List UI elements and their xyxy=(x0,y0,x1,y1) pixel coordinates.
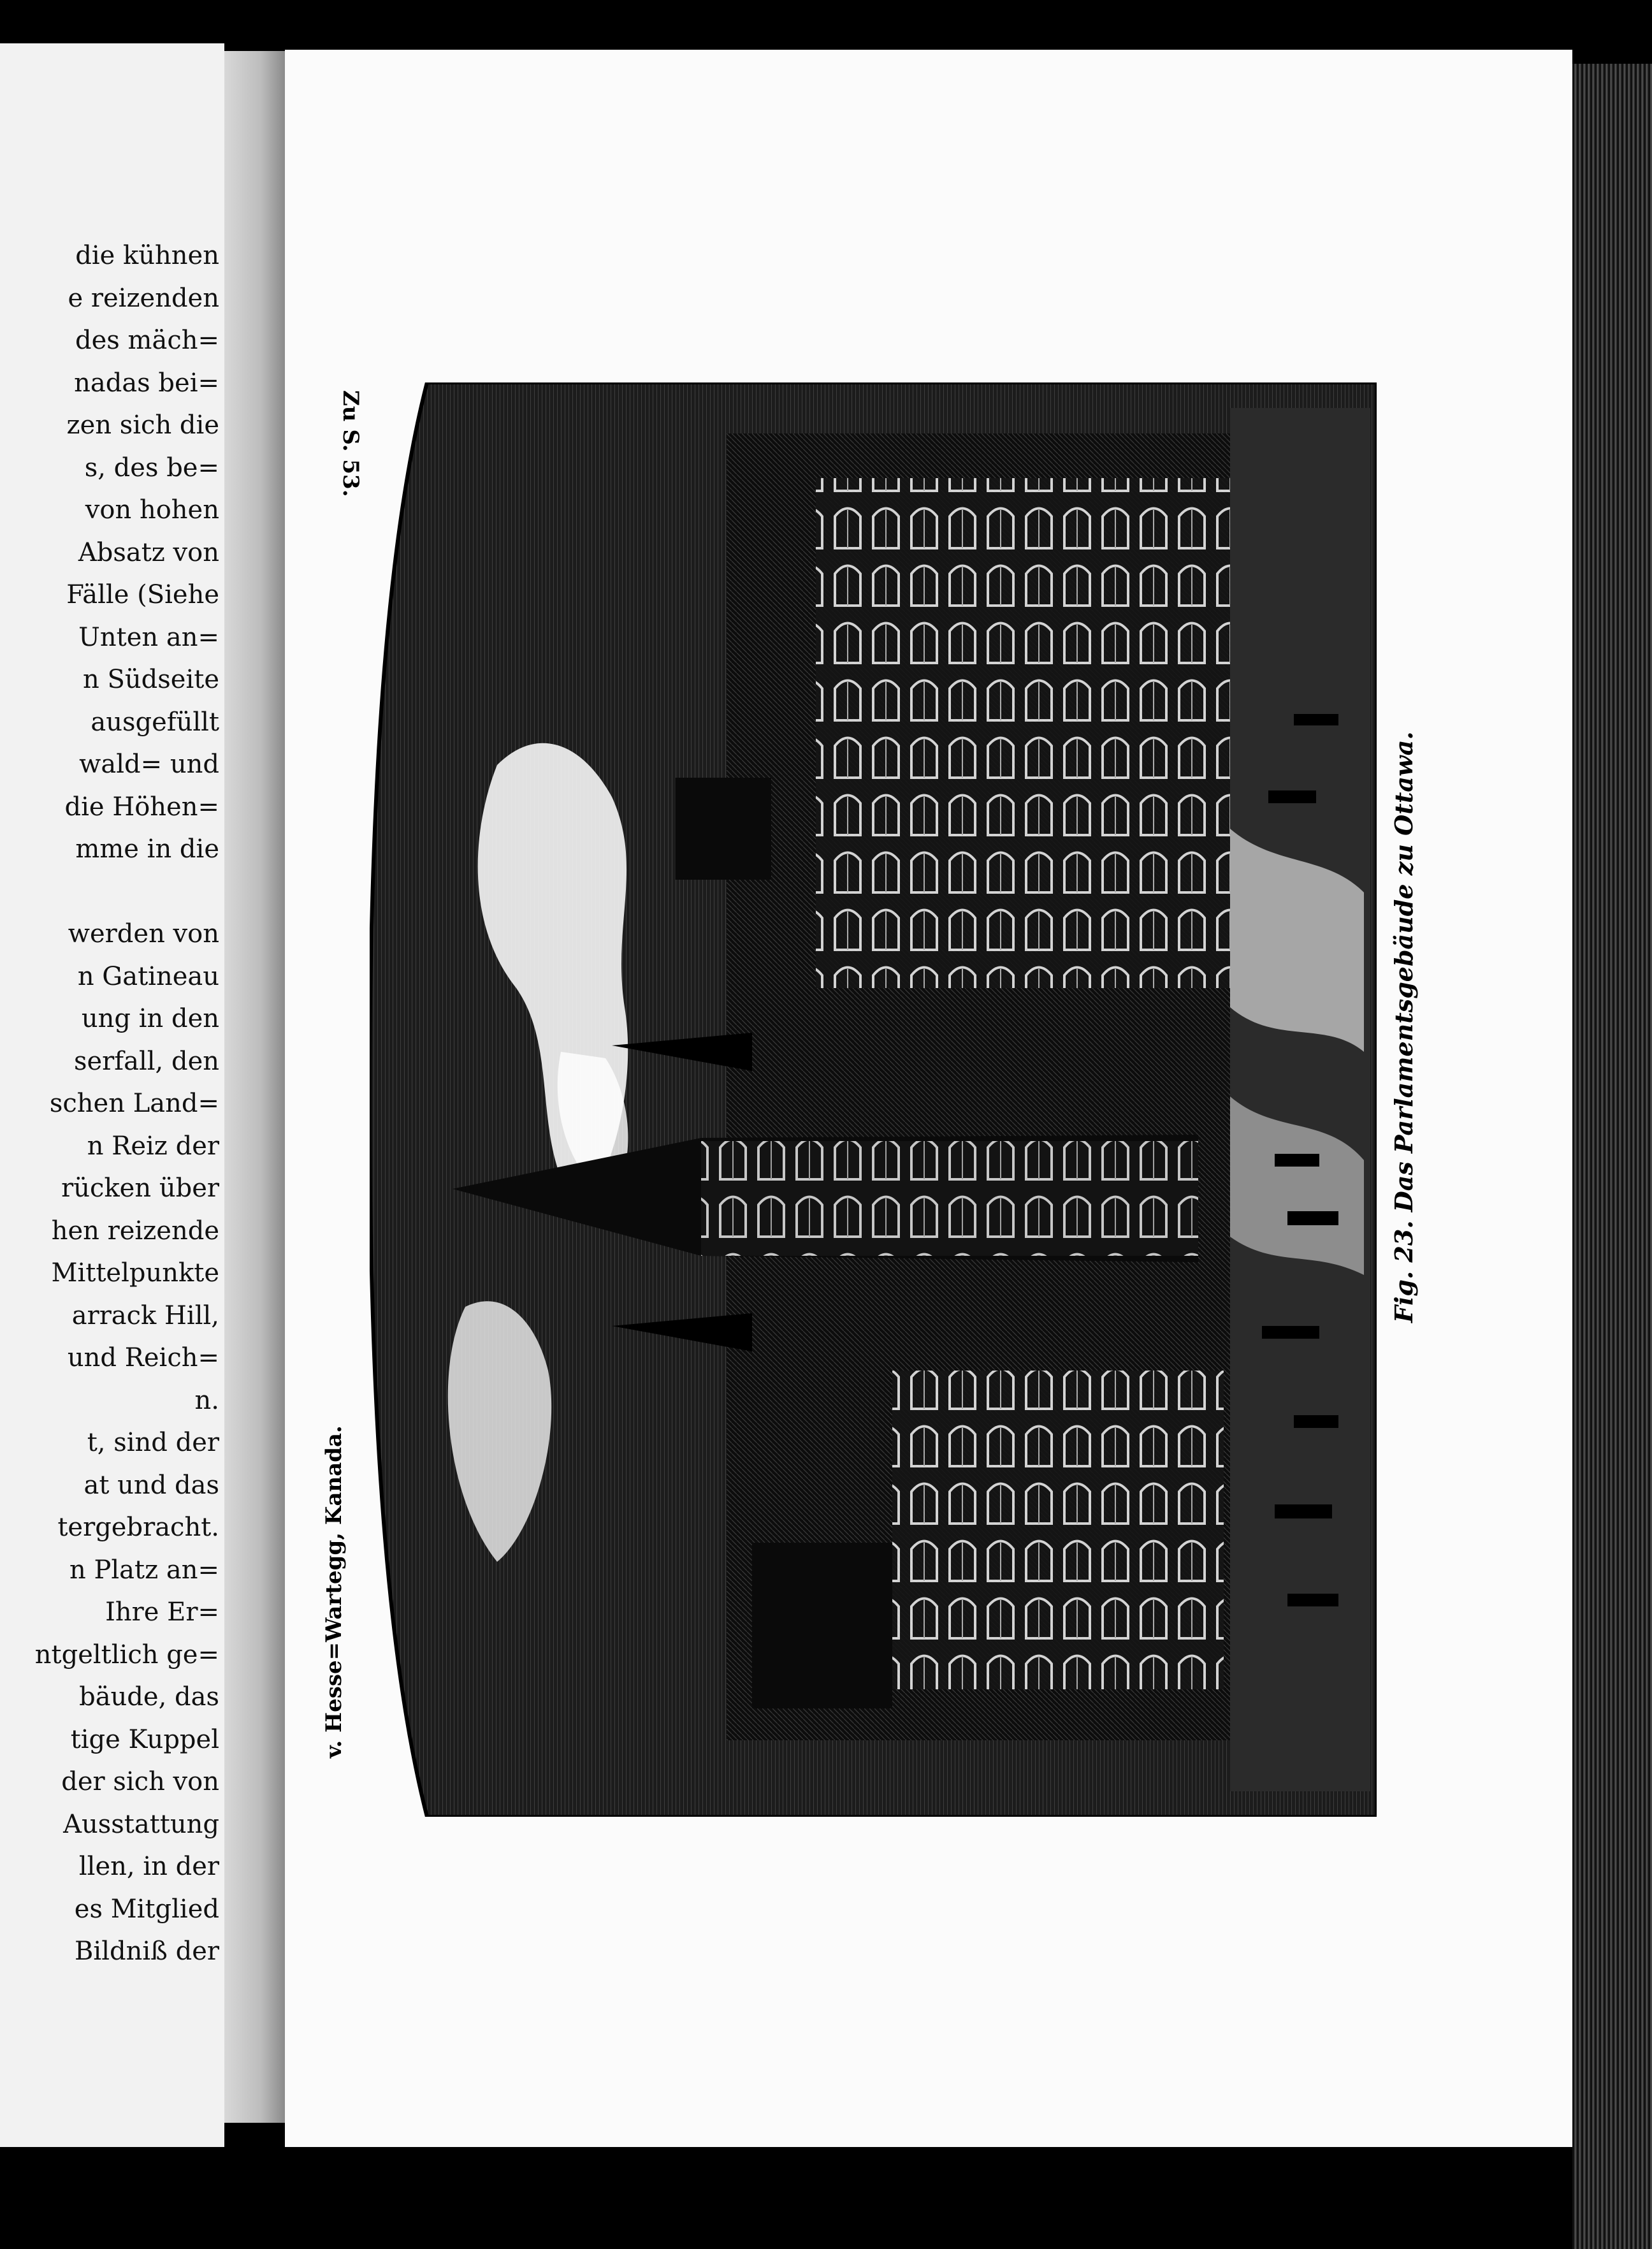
left-text-line: wald= und xyxy=(79,750,219,779)
left-text-line: tergebracht. xyxy=(57,1513,219,1542)
engraving-illustration xyxy=(370,382,1377,1817)
left-text-line: die Höhen= xyxy=(64,792,219,822)
left-text-line: n Südseite xyxy=(83,665,219,694)
left-text-line: e reizenden xyxy=(68,283,219,313)
left-text-line: zen sich die xyxy=(66,411,219,440)
left-text-line: Ihre Er= xyxy=(105,1598,219,1627)
page-reference-label: Zu S. 53. xyxy=(338,390,363,497)
left-text-line: n Reiz der xyxy=(87,1131,219,1161)
left-text-line: Absatz von xyxy=(78,537,219,567)
left-text-line: arrack Hill, xyxy=(71,1300,219,1330)
left-text-line: ung in den xyxy=(81,1004,219,1033)
left-text-line: schen Land= xyxy=(49,1089,219,1118)
left-text-line: ntgeltlich ge= xyxy=(34,1640,219,1670)
left-text-line: t, sind der xyxy=(87,1428,219,1457)
left-page xyxy=(0,43,224,2147)
left-text-line: bäude, das xyxy=(79,1682,219,1712)
left-text-line xyxy=(3,871,219,913)
page-edge xyxy=(1572,64,1652,2249)
left-text-line: mme in die xyxy=(75,834,219,864)
left-text-line: die kühnen xyxy=(75,241,219,270)
illustration-credit: v. Hesse=Wartegg, Kanada. xyxy=(321,1425,347,1758)
left-text-line: von hohen xyxy=(85,495,219,525)
left-text-line: Fälle (Siehe xyxy=(66,580,219,609)
left-text-line: Unten an= xyxy=(78,622,219,652)
parliament-engraving xyxy=(370,382,1377,1817)
left-text-line: Mittelpunkte xyxy=(51,1258,219,1288)
left-text-line: und Reich= xyxy=(67,1343,219,1372)
left-text-line: der sich von xyxy=(61,1767,219,1796)
left-text-line: s, des be= xyxy=(84,453,219,483)
left-text-line: n. xyxy=(194,1385,219,1415)
left-text-line: werden von xyxy=(68,919,219,949)
left-text-line: Ausstattung xyxy=(63,1809,219,1839)
left-text-line: llen, in der xyxy=(78,1852,219,1881)
left-page-text xyxy=(3,235,219,1973)
left-text-line: nadas bei= xyxy=(74,368,219,398)
left-text-line: hen reizende xyxy=(51,1216,219,1246)
left-text-line: at und das xyxy=(83,1470,219,1500)
left-text-line: Bildniß der xyxy=(75,1937,219,1966)
book-gutter xyxy=(224,51,285,2123)
left-text-line: serfall, den xyxy=(73,1046,219,1076)
left-text-line: des mäch= xyxy=(75,326,219,355)
left-text-line: es Mitglied xyxy=(74,1894,219,1924)
left-text-line: rücken über xyxy=(61,1174,219,1203)
left-text-line: tige Kuppel xyxy=(70,1724,219,1754)
left-text-line: ausgefüllt xyxy=(91,707,219,737)
left-text-line: n Gatineau xyxy=(77,961,219,991)
figure-caption: Fig. 23. Das Parlamentsgebäude zu Ottawa. xyxy=(1389,731,1418,1323)
left-text-line: n Platz an= xyxy=(69,1555,219,1585)
